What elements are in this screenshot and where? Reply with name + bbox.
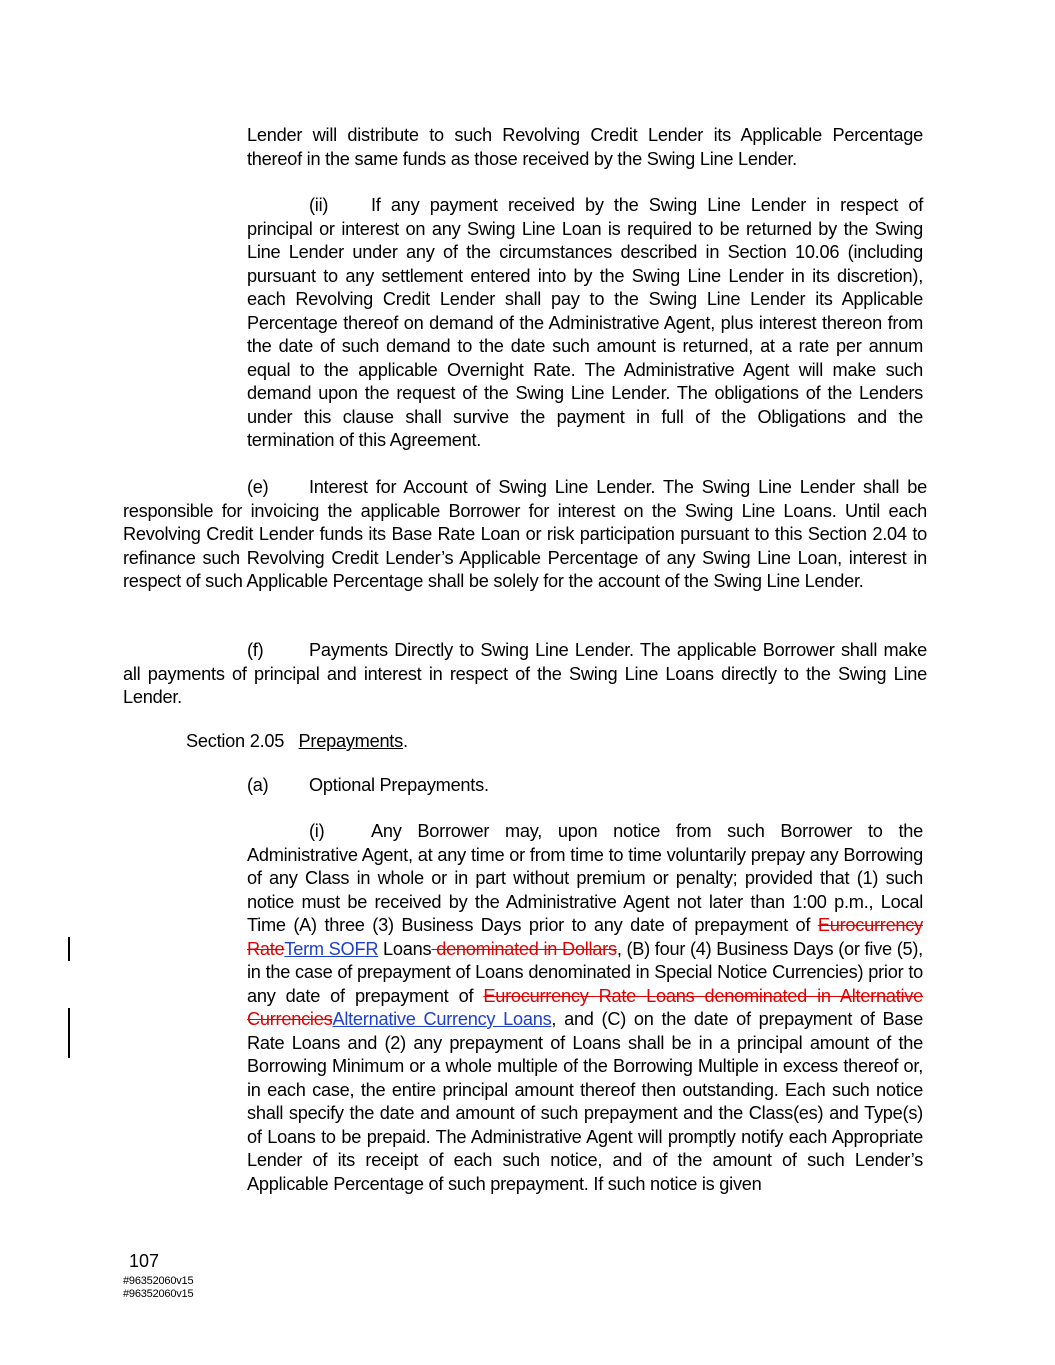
paragraph-text: If any payment received by the Swing Line Lender in respect of principal or interest on any Swing Line Loan is required to be returned by the Swing Line Lender under any of the circumstances described in Section 10.06 (including pursuant to any settlement entered into by the Swing Line Lender in its discretion), each Revolving Credit Lender shall pay to the Swing Line Lender its Applicable Percentage thereof on demand of the Administrative Agent, plus interest thereon from the date of such demand to the date such amount is returned, at a rate per annum equal to the applicable Overnight Rate. The Administrative Agent will make such demand upon the request of the Swing Line Lender. The obligations of the Lenders under this clause shall survive the payment in full of the Obligations and the termination of this Agreement. — [247, 195, 923, 450]
subsection-title: Optional Prepayments. — [309, 775, 489, 795]
deleted-text: denominated in Dollars — [431, 938, 617, 959]
paragraph-text: Payments Directly to Swing Line Lender. The applicable Borrower shall make all payments of principal and interest in respect of the Swing Line Loans directly to the Swing Line Lender. — [123, 640, 927, 707]
paragraph-label: (f) — [247, 640, 264, 660]
paragraph-text: Interest for Account of Swing Line Lender. The Swing Line Lender shall be responsible for invoicing the applicable Borrower for interest on the Swing Line Loans. Until each Revolving Credit Lender funds its Base Rate Loan or risk participation pursuant to this Section 2.04 to refinance such Revolving Credit Lender’s Applicable Percentage of any Swing Line Loan, interest in respect of such Applicable Percentage shall be solely for the account of the Swing Line Lender. — [123, 477, 927, 591]
paragraph-text: , (B) four (4) Business Days (or five (5), in the case of prepayment of Loans denominated in Special Notice Currencies) prior to any date of prepayment of — [247, 938, 923, 1006]
paragraph-label: (ii) — [309, 195, 329, 215]
paragraph-label: (e) — [247, 477, 269, 497]
section-title: Prepayments — [298, 731, 403, 751]
document-id: #96352060v15 — [123, 1275, 194, 1287]
paragraph-text: Any Borrower may, upon notice from such Borrower to the Administrative Agent, at any time or from time to time voluntarily prepay any Borrowing of any Class in whole or in part without premium or penalty; provided that (1) such notice must be received by the Administrative Agent not later than 1:00 p.m., Local Time (A) three (3) Business Days prior to any date of prepayment of — [247, 821, 923, 935]
document-id: #96352060v15 — [123, 1288, 194, 1300]
deleted-text: Eurocurrency Rate — [247, 915, 923, 959]
change-bar — [68, 1008, 70, 1058]
paragraph-continuation — [247, 124, 923, 171]
section-number: Section 2.05 — [186, 731, 285, 751]
paragraph-f — [123, 639, 927, 710]
paragraph-text: , and (C) on the date of prepayment of Base Rate Loans and (2) any prepayment of Loans shall be in a principal amount of the Borrowing Minimum or a whole multiple of the Borrowing Multiple in excess thereof or, in each case, the entire principal amount thereof then outstanding. Each such notice shall specify the date and amount of such prepayment and the Class(es) and Type(s) of Loans to be prepaid. The Administrative Agent will promptly notify each Appropriate Lender of its receipt of each such notice, and of the amount of such Lender’s Applicable Percentage of such prepayment. If such notice is given — [247, 1009, 924, 1194]
paragraph-text: Lender will distribute to such Revolving Credit Lender its Applicable Percentage thereof in the same funds as those received by the Swing Line Lender. — [247, 125, 923, 169]
subsection-a — [247, 774, 489, 798]
inserted-text: Alternative Currency Loans — [332, 1009, 552, 1029]
deleted-text: Eurocurrency Rate Loans denominated in Alternative Currencies — [247, 985, 924, 1029]
paragraph-e — [123, 476, 927, 594]
section-heading — [186, 730, 408, 754]
subsection-label: (a) — [247, 775, 269, 795]
page-number: 107 — [129, 1251, 160, 1271]
inserted-text: Term SOFR — [284, 938, 379, 959]
paragraph-text: Loans — [378, 938, 432, 959]
paragraph-i — [247, 820, 923, 1196]
paragraph-label: (i) — [309, 821, 325, 841]
change-bar — [68, 937, 70, 961]
paragraph-ii — [247, 194, 923, 453]
section-period: . — [402, 731, 408, 751]
